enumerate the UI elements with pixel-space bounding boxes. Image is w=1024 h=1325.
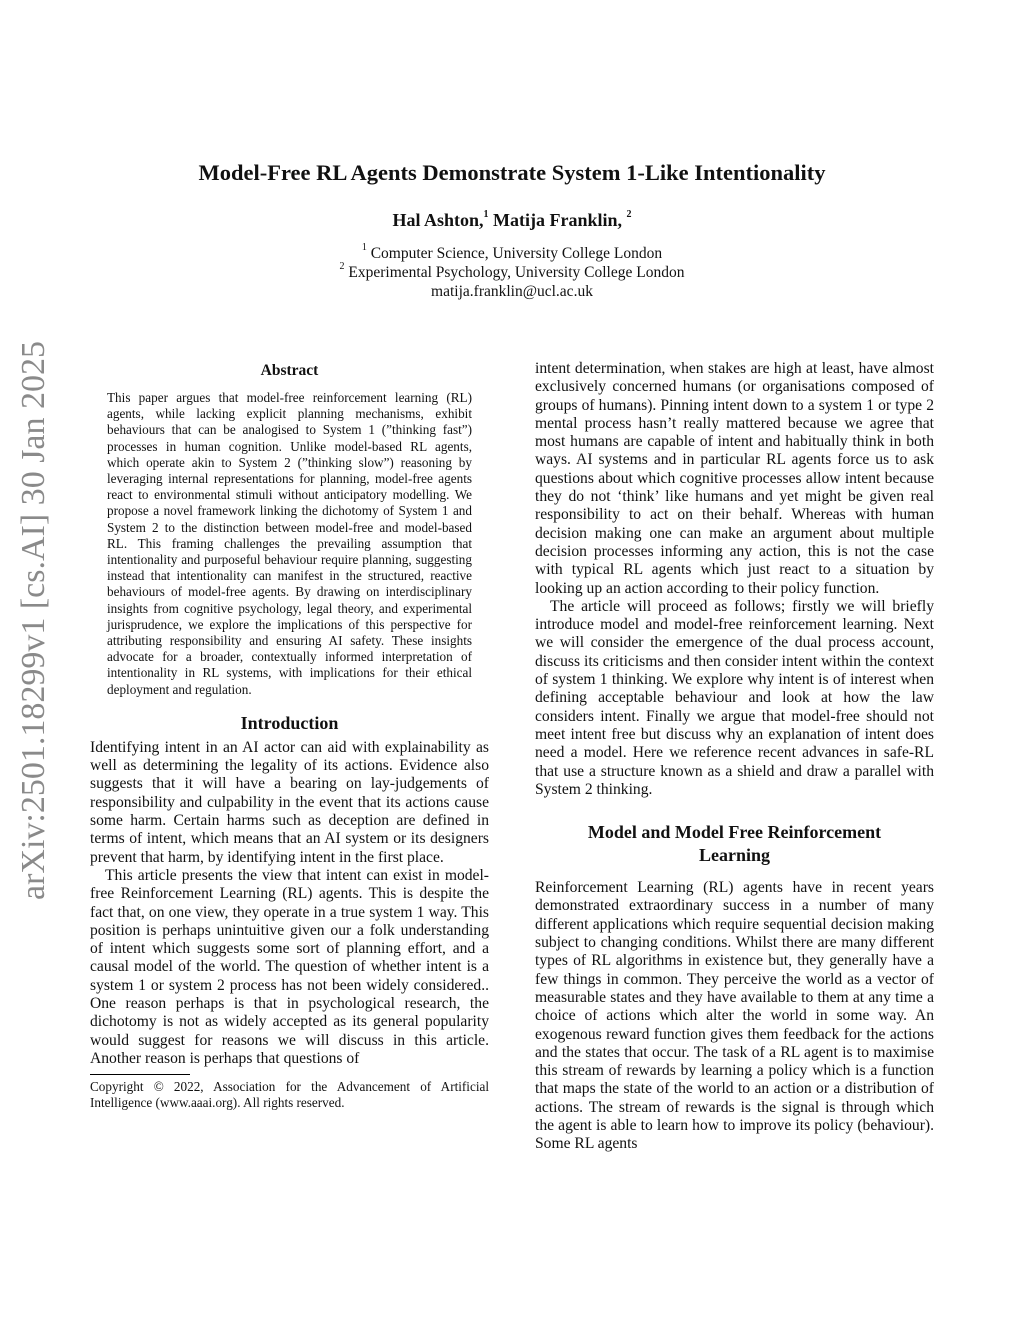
abstract-text: This paper argues that model-free reinforcement learning (RL) agents, while lacking explicit planning mechanisms, exhibit behaviours that can be analogised to System 1 (”thinking fast”) processes in human cognition. Unlike model-based RL agents, which operate akin to System 2 (”thinking slow”) reasoning by leveraging internal representations for planning, model-free agents react to environmental stimuli without anticipatory modelling. We propose a novel framework linking the dichotomy of System 1 and System 2 to the distinction between model-free and model-based RL. This framing challenges the prevailing assumption that intentionality and purposeful behaviour require planning, suggesting instead that intentionality can manifest in the structured, reactive behaviours of model-free agents. By drawing on interdisciplinary insights from cognitive psychology, legal theory, and experimental jurisprudence, we explore the implications of this perspective for attributing responsibility and ensuring AI safety. These insights advocate for a broader, contextually informed interpretation of intentionality in RL systems, with implications for their ethical deployment and regulation.: [107, 390, 472, 697]
section-heading-line: Model and Model Free Reinforcement: [587, 822, 882, 843]
affiliation-text: Computer Science, University College London: [370, 245, 663, 262]
copyright-notice: Copyright © 2022, Association for the Advancement of Artificial Intelligence (www.aaai.org). All rights reserved.: [90, 1079, 489, 1111]
body-paragraph: intent determination, when stakes are high at least, have almost exclusively concerned humans (or organisations composed of groups of humans). Pinning intent down to a system 1 or type 2 mental process hasn’t really mattered because we agree that most humans are capable of intent and habitually think in both ways. AI systems and in particular RL agents force us to ask questions about which cognitive processes allow intent because they do not ‘think’ like humans and yet might be given real responsibility to act on their behalf. Whereas with human decision making one can make an argument about multiple decision processes informing any action, this is not the case with typical RL agents which just react to a situation by looking up an action according to their policy function.: [535, 360, 934, 597]
affiliation-line: [0, 260, 1024, 282]
author-name: Matija Franklin,: [493, 210, 623, 230]
footnote-rule: [90, 1074, 190, 1075]
affiliation-mark: 2: [339, 260, 345, 272]
author-line: [0, 210, 1024, 231]
body-paragraph: The article will proceed as follows; firstly we will briefly introduce model and model-free reinforcement learning. Next we will consider the emergence of the dual process account, discuss its criticisms and then consider intent within the context of system 1 thinking. We explore why intent is of interest when defining acceptable behaviour and look at how the law considers intent. Finally we argue that model-free should not meet intent free but discuss why an explanation of intent does need a model. Here we reference recent advances in safe-RL that use a structure known as a shield and draw a parallel with System 2 thinking.: [535, 597, 934, 798]
affiliation-text: Experimental Psychology, University College London: [348, 264, 685, 281]
introduction-heading: Introduction: [240, 712, 339, 733]
abstract-heading: Abstract: [260, 362, 319, 379]
author-affiliation-mark: 1: [483, 209, 489, 220]
section-heading-line: Learning: [698, 845, 770, 866]
email: matija.franklin@ucl.ac.uk: [431, 283, 593, 300]
author-affiliation-mark: 2: [626, 209, 632, 220]
section-heading: [535, 821, 934, 867]
affiliation-mark: 1: [361, 241, 367, 253]
arxiv-stamp: arXiv:2501.18299v1 [cs.AI] 30 Jan 2025: [15, 340, 52, 900]
affiliation-line: [0, 241, 1024, 263]
intro-paragraph: Identifying intent in an AI actor can aid with explainability as well as determining the legality of its actions. Evidence also suggests that it will have a bearing on lay-judgements of responsibility and culpability in the event that its actions cause some harm. Certain harms such as deception are defined in terms of intent, which means that an AI system or its designers prevent that harm, by identifying intent in the first place.: [90, 738, 489, 866]
body-paragraph: Reinforcement Learning (RL) agents have in recent years demonstrated extraordinary success in a number of many different applications which require sequential decision making subject to changing conditions. Whilst there are many different types of RL algorithms in existence but, they generally have a few things in common. They perceive the world as a vector of measurable states and they have available to them at any time a choice of actions which alter the world in some way. An exogenous reward function gives them feedback for the actions and the states that occur. The task of a RL agent is to maximise this stream of rewards by learning a policy which is a function that maps the state of the world to an action or a distribution of actions. The stream of rewards is the signal is through which the agent is able to learn how to improve its policy (behaviour). Some RL agents: [535, 879, 934, 1153]
right-column: [535, 360, 934, 1154]
author-name: Hal Ashton,: [392, 210, 484, 230]
paper-title: Model-Free RL Agents Demonstrate System 1-Like Intentionality: [198, 160, 826, 185]
intro-paragraph: This article presents the view that intent can exist in model-free Reinforcement Learning (RL) agents. This is despite the fact that, on one view, they operate in a true system 1 way. This position is perhaps unintuitive given our a folk understanding of intent which suggests some sort of planning effort, and a causal model of the world. The question of whether intent is a system 1 or system 2 process has not been widely considered.. One reason perhaps is that in psychological research, the dichotomy is not as widely accepted as its general popularity would suggest for reasons we will discuss in this article. Another reason is perhaps that questions of: [90, 866, 489, 1067]
left-column: [90, 360, 489, 1111]
affiliations: [0, 241, 1024, 301]
